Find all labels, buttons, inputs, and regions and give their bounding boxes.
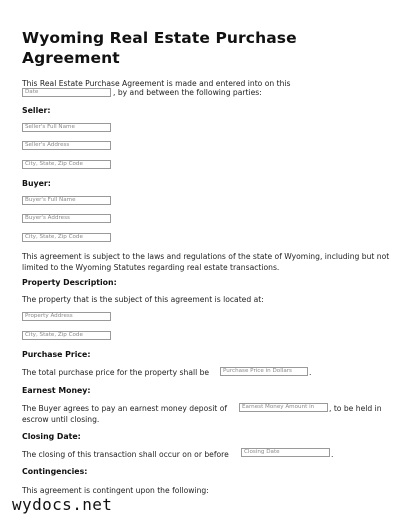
closing-text: The closing of this transaction shall occur on or before bbox=[22, 450, 229, 459]
price-heading: Purchase Price: bbox=[22, 350, 91, 359]
property-heading: Property Description: bbox=[22, 278, 117, 287]
seller-address-field[interactable]: Seller's Address bbox=[22, 141, 111, 150]
buyer-name-field[interactable]: Buyer's Full Name bbox=[22, 196, 111, 205]
governing-law-paragraph: This agreement is subject to the laws and regulations of the state of Wyoming, including but not limited to the Wyoming Statutes regarding real estate transactions. bbox=[22, 252, 390, 272]
contingencies-heading: Contingencies: bbox=[22, 467, 88, 476]
seller-heading: Seller: bbox=[22, 106, 51, 115]
earnest-text: The Buyer agrees to pay an earnest money deposit of bbox=[22, 404, 228, 413]
purchase-price-field[interactable]: Purchase Price in Dollars bbox=[220, 367, 308, 376]
earnest-money-field[interactable]: Earnest Money Amount in bbox=[239, 403, 328, 412]
seller-name-field[interactable]: Seller's Full Name bbox=[22, 123, 111, 132]
earnest-suffix: , to be held in bbox=[329, 404, 382, 413]
closing-date-field[interactable]: Closing Date bbox=[241, 448, 330, 457]
price-text: The total purchase price for the property shall be bbox=[22, 368, 210, 377]
price-suffix: . bbox=[309, 368, 312, 377]
intro-line2: , by and between the following parties: bbox=[113, 88, 262, 97]
property-text: The property that is the subject of this agreement is located at: bbox=[22, 295, 264, 304]
seller-city-field[interactable]: City, State, Zip Code bbox=[22, 160, 111, 169]
buyer-address-field[interactable]: Buyer's Address bbox=[22, 214, 111, 223]
buyer-heading: Buyer: bbox=[22, 179, 51, 188]
document-title: Wyoming Real Estate Purchase Agreement bbox=[22, 29, 297, 67]
earnest-heading: Earnest Money: bbox=[22, 386, 91, 395]
property-address-field[interactable]: Property Address bbox=[22, 312, 111, 321]
buyer-city-field[interactable]: City, State, Zip Code bbox=[22, 233, 111, 242]
earnest-line2: escrow until closing. bbox=[22, 415, 100, 424]
closing-heading: Closing Date: bbox=[22, 432, 81, 441]
watermark-logo: wydocs.net bbox=[12, 495, 113, 514]
intro-line1: This Real Estate Purchase Agreement is made and entered into on this bbox=[22, 79, 291, 88]
agreement-date-field[interactable]: Date bbox=[22, 88, 111, 97]
property-city-field[interactable]: City, State, Zip Code bbox=[22, 331, 111, 340]
closing-suffix: . bbox=[331, 450, 334, 459]
contingencies-text: This agreement is contingent upon the following: bbox=[22, 486, 209, 495]
document-page bbox=[22, 28, 394, 68]
